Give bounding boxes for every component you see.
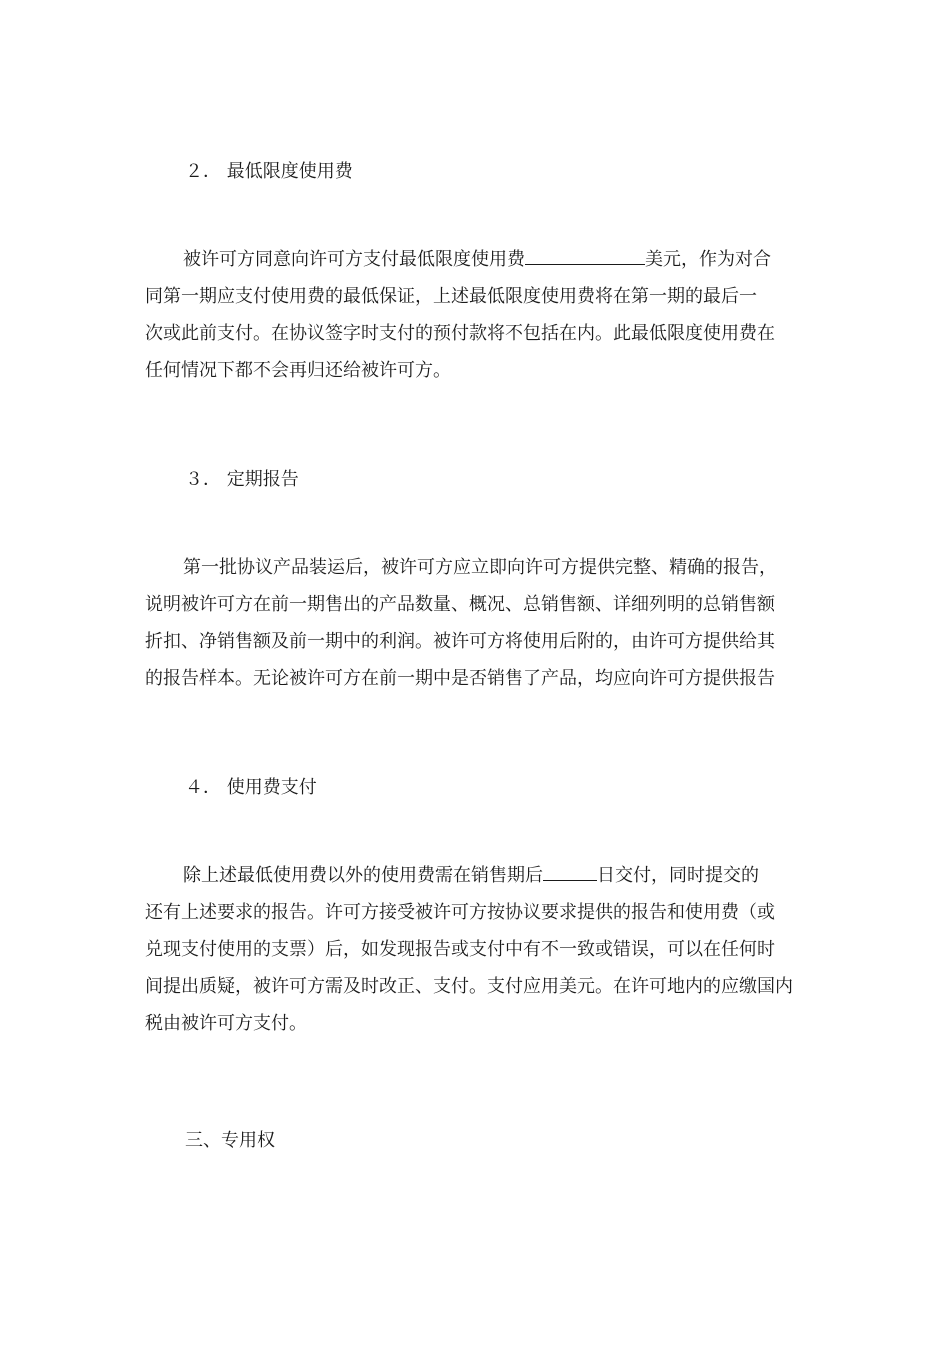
text-segment: 除上述最低使用费以外的使用费需在销售期后	[183, 865, 543, 886]
paragraph-line: 第一批协议产品装运后，被许可方应立即向许可方提供完整、精确的报告，	[183, 557, 777, 578]
paragraph-line	[145, 857, 810, 894]
paragraph-line: 次或此前支付。在协议签字时支付的预付款将不包括在内。此最低限度使用费在	[145, 323, 775, 344]
paragraph-line: 的报告样本。无论被许可方在前一期中是否销售了产品，均应向许可方提供报告	[145, 668, 775, 689]
paragraph-line: 说明被许可方在前一期售出的产品数量、概况、总销售额、详细列明的总销售额	[145, 594, 775, 615]
paragraph-line: 任何情况下都不会再归还给被许可方。	[145, 360, 451, 381]
text-segment: 被许可方同意向许可方支付最低限度使用费	[183, 249, 525, 270]
section-4-paragraph	[145, 857, 810, 1042]
section-4-heading: ４． 使用费支付	[185, 777, 317, 798]
text-segment: 日交付，同时提交的	[597, 865, 759, 886]
text-segment: 美元，作为对合	[645, 249, 771, 270]
section-2-heading: ２． 最低限度使用费	[185, 161, 353, 182]
fill-in-blank	[525, 244, 645, 265]
paragraph-line	[145, 241, 810, 278]
section-2-paragraph	[145, 241, 810, 389]
section-3-paragraph	[145, 549, 810, 697]
section-three-heading: 三、专用权	[185, 1130, 275, 1151]
paragraph-line: 同第一期应支付使用费的最低保证，上述最低限度使用费将在第一期的最后一	[145, 286, 757, 307]
paragraph-line: 税由被许可方支付。	[145, 1013, 307, 1034]
paragraph-line: 兑现支付使用的支票）后，如发现报告或支付中有不一致或错误，可以在任何时	[145, 939, 775, 960]
paragraph-line: 还有上述要求的报告。许可方接受被许可方按协议要求提供的报告和使用费（或	[145, 902, 775, 923]
paragraph-line: 折扣、净销售额及前一期中的利润。被许可方将使用后附的，由许可方提供给其	[145, 631, 775, 652]
fill-in-blank	[543, 860, 597, 881]
paragraph-line: 间提出质疑，被许可方需及时改正、支付。支付应用美元。在许可地内的应缴国内	[145, 976, 793, 997]
section-3-heading: ３． 定期报告	[185, 469, 299, 490]
